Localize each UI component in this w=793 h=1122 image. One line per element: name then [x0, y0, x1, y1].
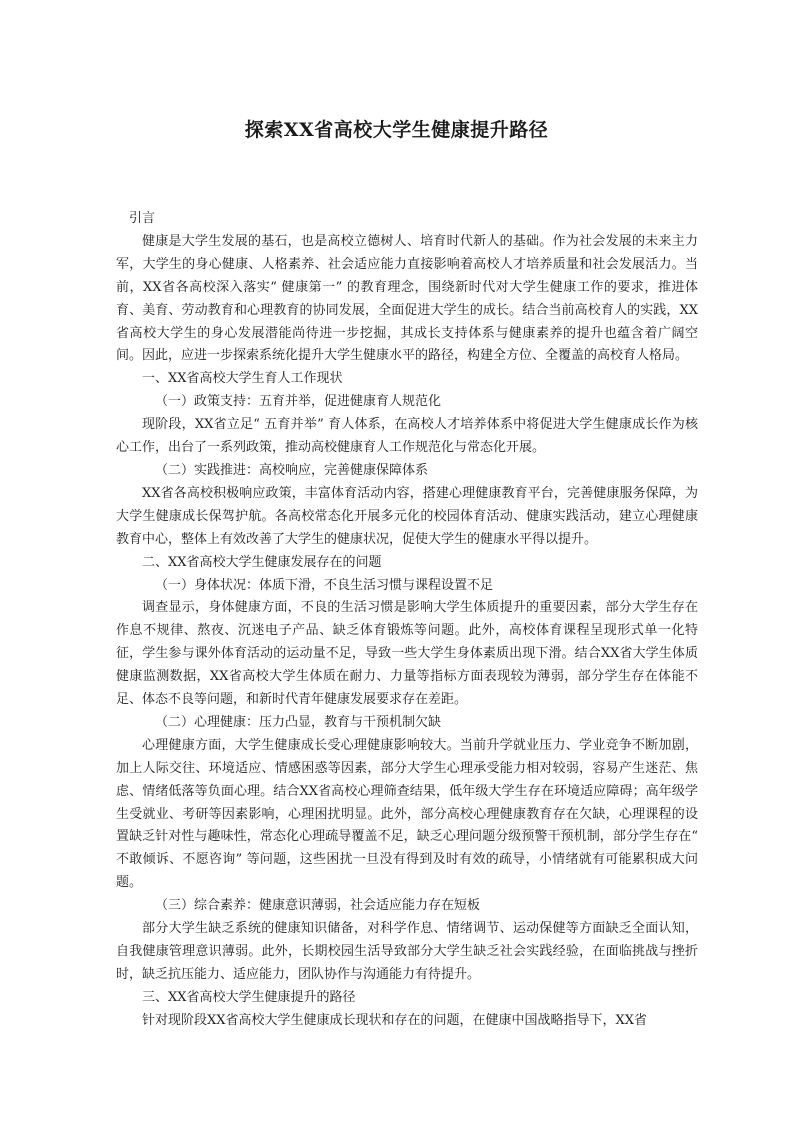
section-2-sub-2-text: 心理健康方面，大学生健康成长受心理健康影响较大。当前升学就业压力、学业竞争不断加剧，加上人际交往、环境适应、情感困惑等因素，部分大学生心理承受能力相对较弱，容易产生迷茫、焦虑、情绪低落等负面心理。结合XX省高校心理筛查结果，低年级大学生存在环境适应障碍；高年级学生受就业、考研等因素影响，心理困扰明显。此外，部分高校心理健康教育存在欠缺，心理课程的设置缺乏针对性与趣味性，常态化心理疏导覆盖不足，缺乏心理问题分级预警干预机制，部分学生存在“ 不敢倾诉、不愿咨询” 等问题，这些困扰一旦没有得到及时有效的疏导，小情绪就有可能累积成大问题。	[116, 737, 698, 891]
section-2-sub-1-heading: （一）身体状况：体质下滑，不良生活习惯与课程设置不足	[155, 577, 494, 593]
section-2-sub-3-heading: （三）综合素养：健康意识薄弱，社会适应能力存在短板	[155, 898, 481, 914]
document-title: 探索XX省高校大学生健康提升路径	[244, 119, 549, 141]
section-2-sub-2-heading: （二）心理健康：压力凸显，教育与干预机制欠缺	[155, 714, 442, 730]
section-1-sub-1-heading: （一）政策支持：五育并举，促进健康育人规范化	[155, 394, 442, 410]
section-1-heading: 一、XX省高校大学生育人工作现状	[142, 371, 343, 387]
section-1-sub-2-text: XX省各高校积极响应政策，丰富体育活动内容，搭建心理健康教育平台，完善健康服务保障，为大学生健康成长保驾护航。各高校常态化开展多元化的校园体育活动、健康实践活动，建立心理健康教育中心，整体上有效改善了大学生的健康状况，促使大学生的健康水平得以提升。	[116, 485, 698, 547]
section-2-sub-3-text: 部分大学生缺乏系统的健康知识储备，对科学作息、情绪调节、运动保健等方面缺乏全面认知，自我健康管理意识薄弱。此外，长期校园生活导致部分大学生缺乏社会实践经验，在面临挑战与挫折时，缺乏抗压能力、适应能力，团队协作与沟通能力有待提升。	[116, 921, 698, 982]
section-2-heading: 二、XX省高校大学生健康发展存在的问题	[142, 554, 382, 570]
section-3-heading: 三、XX省高校大学生健康提升的路径	[142, 989, 356, 1005]
document-body	[116, 208, 698, 1033]
intro-paragraph: 健康是大学生发展的基石，也是高校立德树人、培育时代新人的基础。作为社会发展的未来主力军，大学生的身心健康、人格素养、社会适应能力直接影响着高校人才培养质量和社会发展活力。当前，XX省各高校深入落实“ 健康第一” 的教育理念，围绕新时代对大学生健康工作的要求，推进体育、美育、劳动教育和心理教育的协同发展，全面促进大学生的成长。结合当前高校育人的实践，XX省高校大学生的身心发展潜能尚待进一步挖掘，其成长支持体系与健康素养的提升也蕴含着广阔空间。因此，应进一步探索系统化提升大学生健康水平的路径，构建全方位、全覆盖的高校育人格局。	[116, 233, 698, 364]
section-1-sub-1-text: 现阶段，XX省立足“ 五育并举” 育人体系，在高校人才培养体系中将促进大学生健康成长作为核心工作，出台了一系列政策，推动高校健康育人工作规范化与常态化开展。	[116, 417, 698, 456]
section-1-sub-2-heading: （二）实践推进：高校响应，完善健康保障体系	[155, 462, 429, 478]
section-2-sub-1-text: 调查显示，身体健康方面，不良的生活习惯是影响大学生体质提升的重要因素，部分大学生存在作息不规律、熬夜、沉迷电子产品、缺乏体育锻炼等问题。此外，高校体育课程呈现形式单一化特征，学生参与课外体育活动的运动量不足，导致一些大学生身体素质出现下滑。结合XX省大学生体质健康监测数据，XX省高校大学生体质在耐力、力量等指标方面表现较为薄弱，部分学生存在体能不足、体态不良等问题，和新时代青年健康发展要求存在差距。	[116, 600, 698, 708]
section-3-text: 针对现阶段XX省高校大学生健康成长现状和存在的问题，在健康中国战略指导下，XX省	[142, 1012, 648, 1028]
intro-label: 引言	[129, 211, 156, 226]
